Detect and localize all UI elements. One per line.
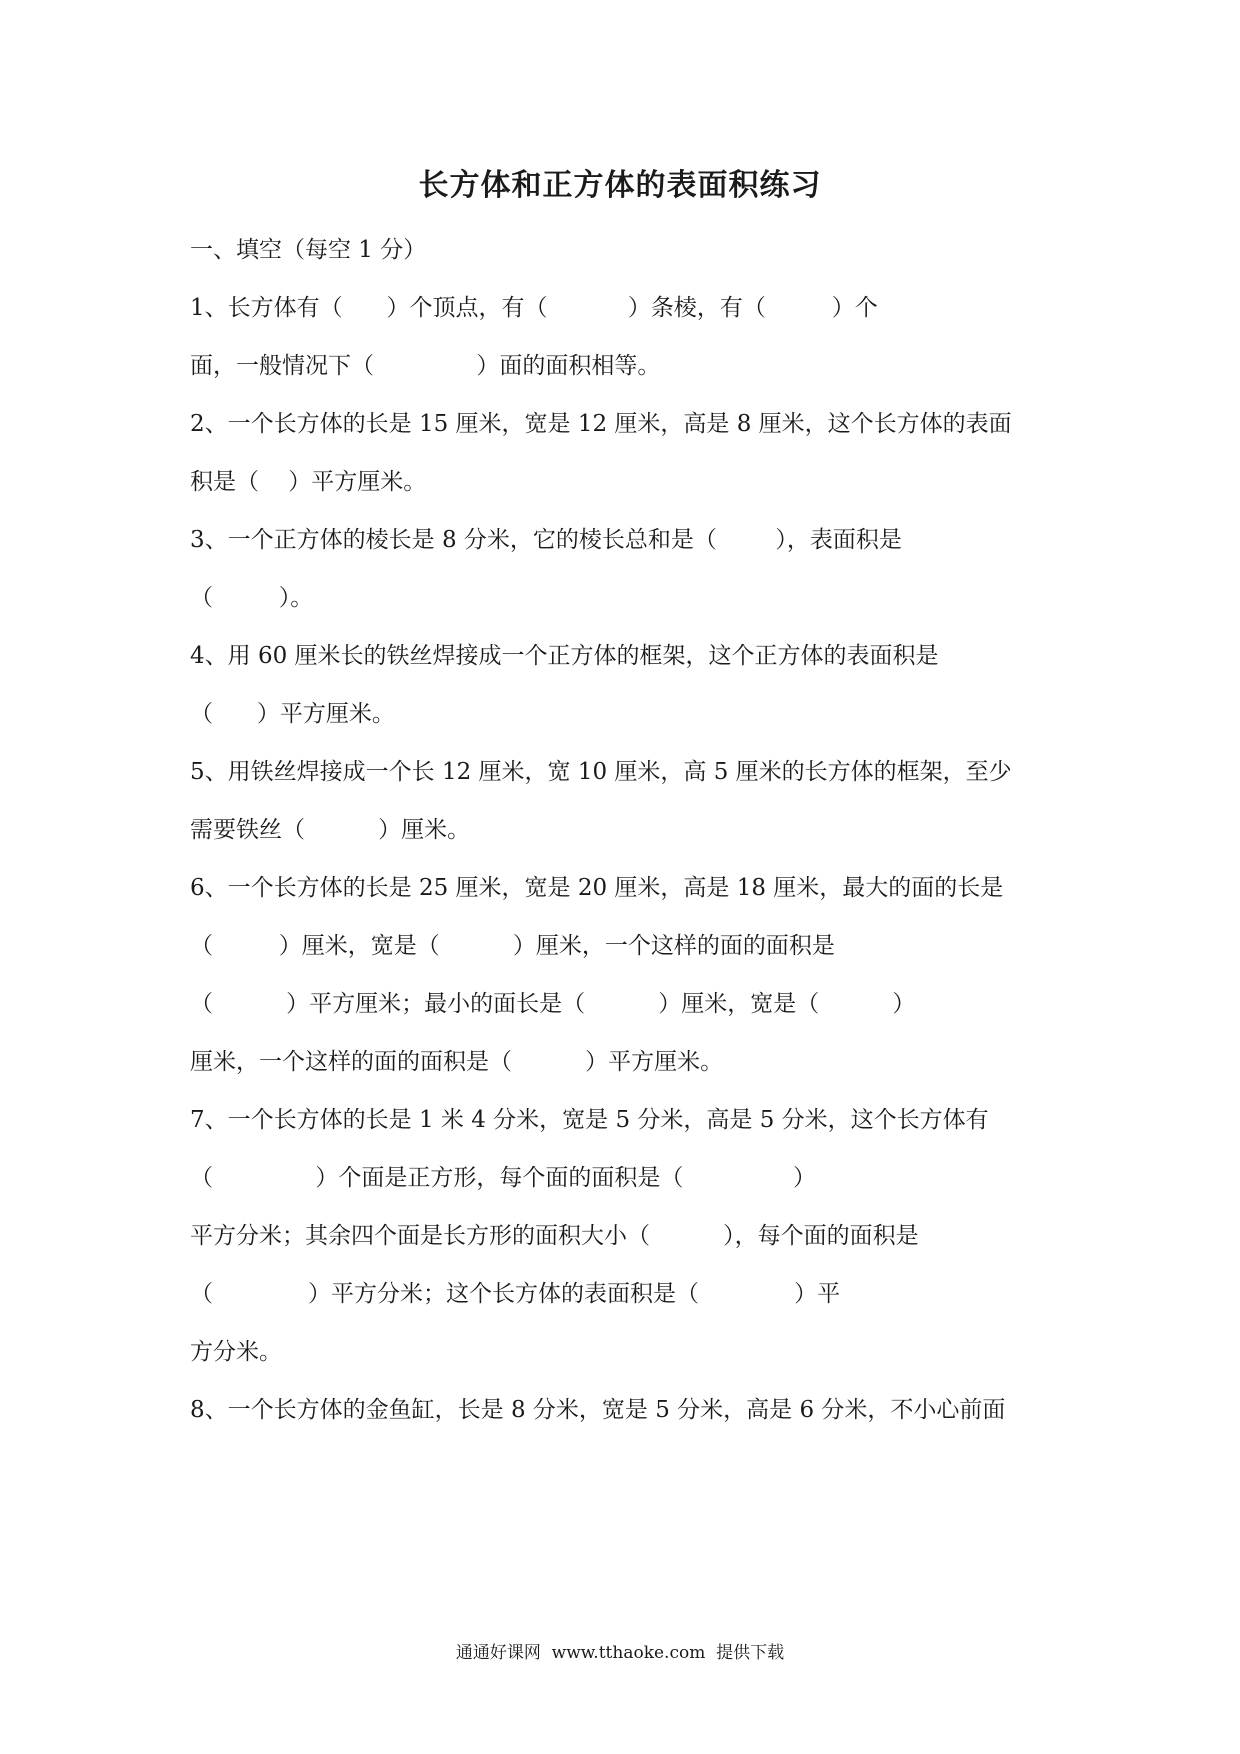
question-6-line-3: （ ）平方厘米；最小的面长是（ ）厘米，宽是（ ）	[190, 991, 916, 1017]
question-6-line-1: 6、一个长方体的长是 25 厘米，宽是 20 厘米，高是 18 厘米，最大的面的长是	[190, 875, 1004, 901]
question-1-line-1: 1、长方体有（ ）个顶点，有（ ）条棱，有（ ）个	[190, 295, 878, 321]
question-2-line-1: 2、一个长方体的长是 15 厘米，宽是 12 厘米，高是 8 厘米，这个长方体的表面	[190, 411, 1012, 437]
question-7-line-1: 7、一个长方体的长是 1 米 4 分米，宽是 5 分米，高是 5 分米，这个长方体有	[190, 1107, 989, 1133]
question-1-line-2: 面，一般情况下（ ）面的面积相等。	[190, 353, 661, 379]
question-6-line-4: 厘米，一个这样的面的面积是（ ）平方厘米。	[190, 1049, 724, 1075]
question-8-line-1: 8、一个长方体的金鱼缸，长是 8 分米，宽是 5 分米，高是 6 分米，不小心前面	[190, 1397, 1006, 1423]
page-footer: 通通好课网 www.tthaoke.com 提供下载	[455, 1643, 785, 1663]
question-3-line-1: 3、一个正方体的棱长是 8 分米，它的棱长总和是（ ），表面积是	[190, 527, 902, 553]
question-2-line-2: 积是（ ）平方厘米。	[190, 469, 427, 495]
question-7-line-5: 方分米。	[190, 1339, 282, 1365]
question-6-line-2: （ ）厘米，宽是（ ）厘米，一个这样的面的面积是	[190, 933, 835, 959]
question-4-line-1: 4、用 60 厘米长的铁丝焊接成一个正方体的框架，这个正方体的表面积是	[190, 643, 939, 669]
question-5-line-1: 5、用铁丝焊接成一个长 12 厘米，宽 10 厘米，高 5 厘米的长方体的框架，至少	[190, 759, 1012, 785]
question-4-line-2: （ ）平方厘米。	[190, 701, 395, 727]
section-heading-fill-in: 一、填空（每空 1 分）	[190, 237, 427, 263]
question-7-line-2: （ ）个面是正方形，每个面的面积是（ ）	[190, 1165, 817, 1191]
question-5-line-2: 需要铁丝（ ）厘米。	[190, 817, 471, 843]
document-title: 长方体和正方体的表面积练习	[418, 168, 822, 203]
question-7-line-3: 平方分米；其余四个面是长方形的面积大小（ ），每个面的面积是	[190, 1223, 919, 1249]
question-7-line-4: （ ）平方分米；这个长方体的表面积是（ ）平	[190, 1281, 841, 1307]
question-3-line-2: （ ）。	[190, 585, 314, 611]
